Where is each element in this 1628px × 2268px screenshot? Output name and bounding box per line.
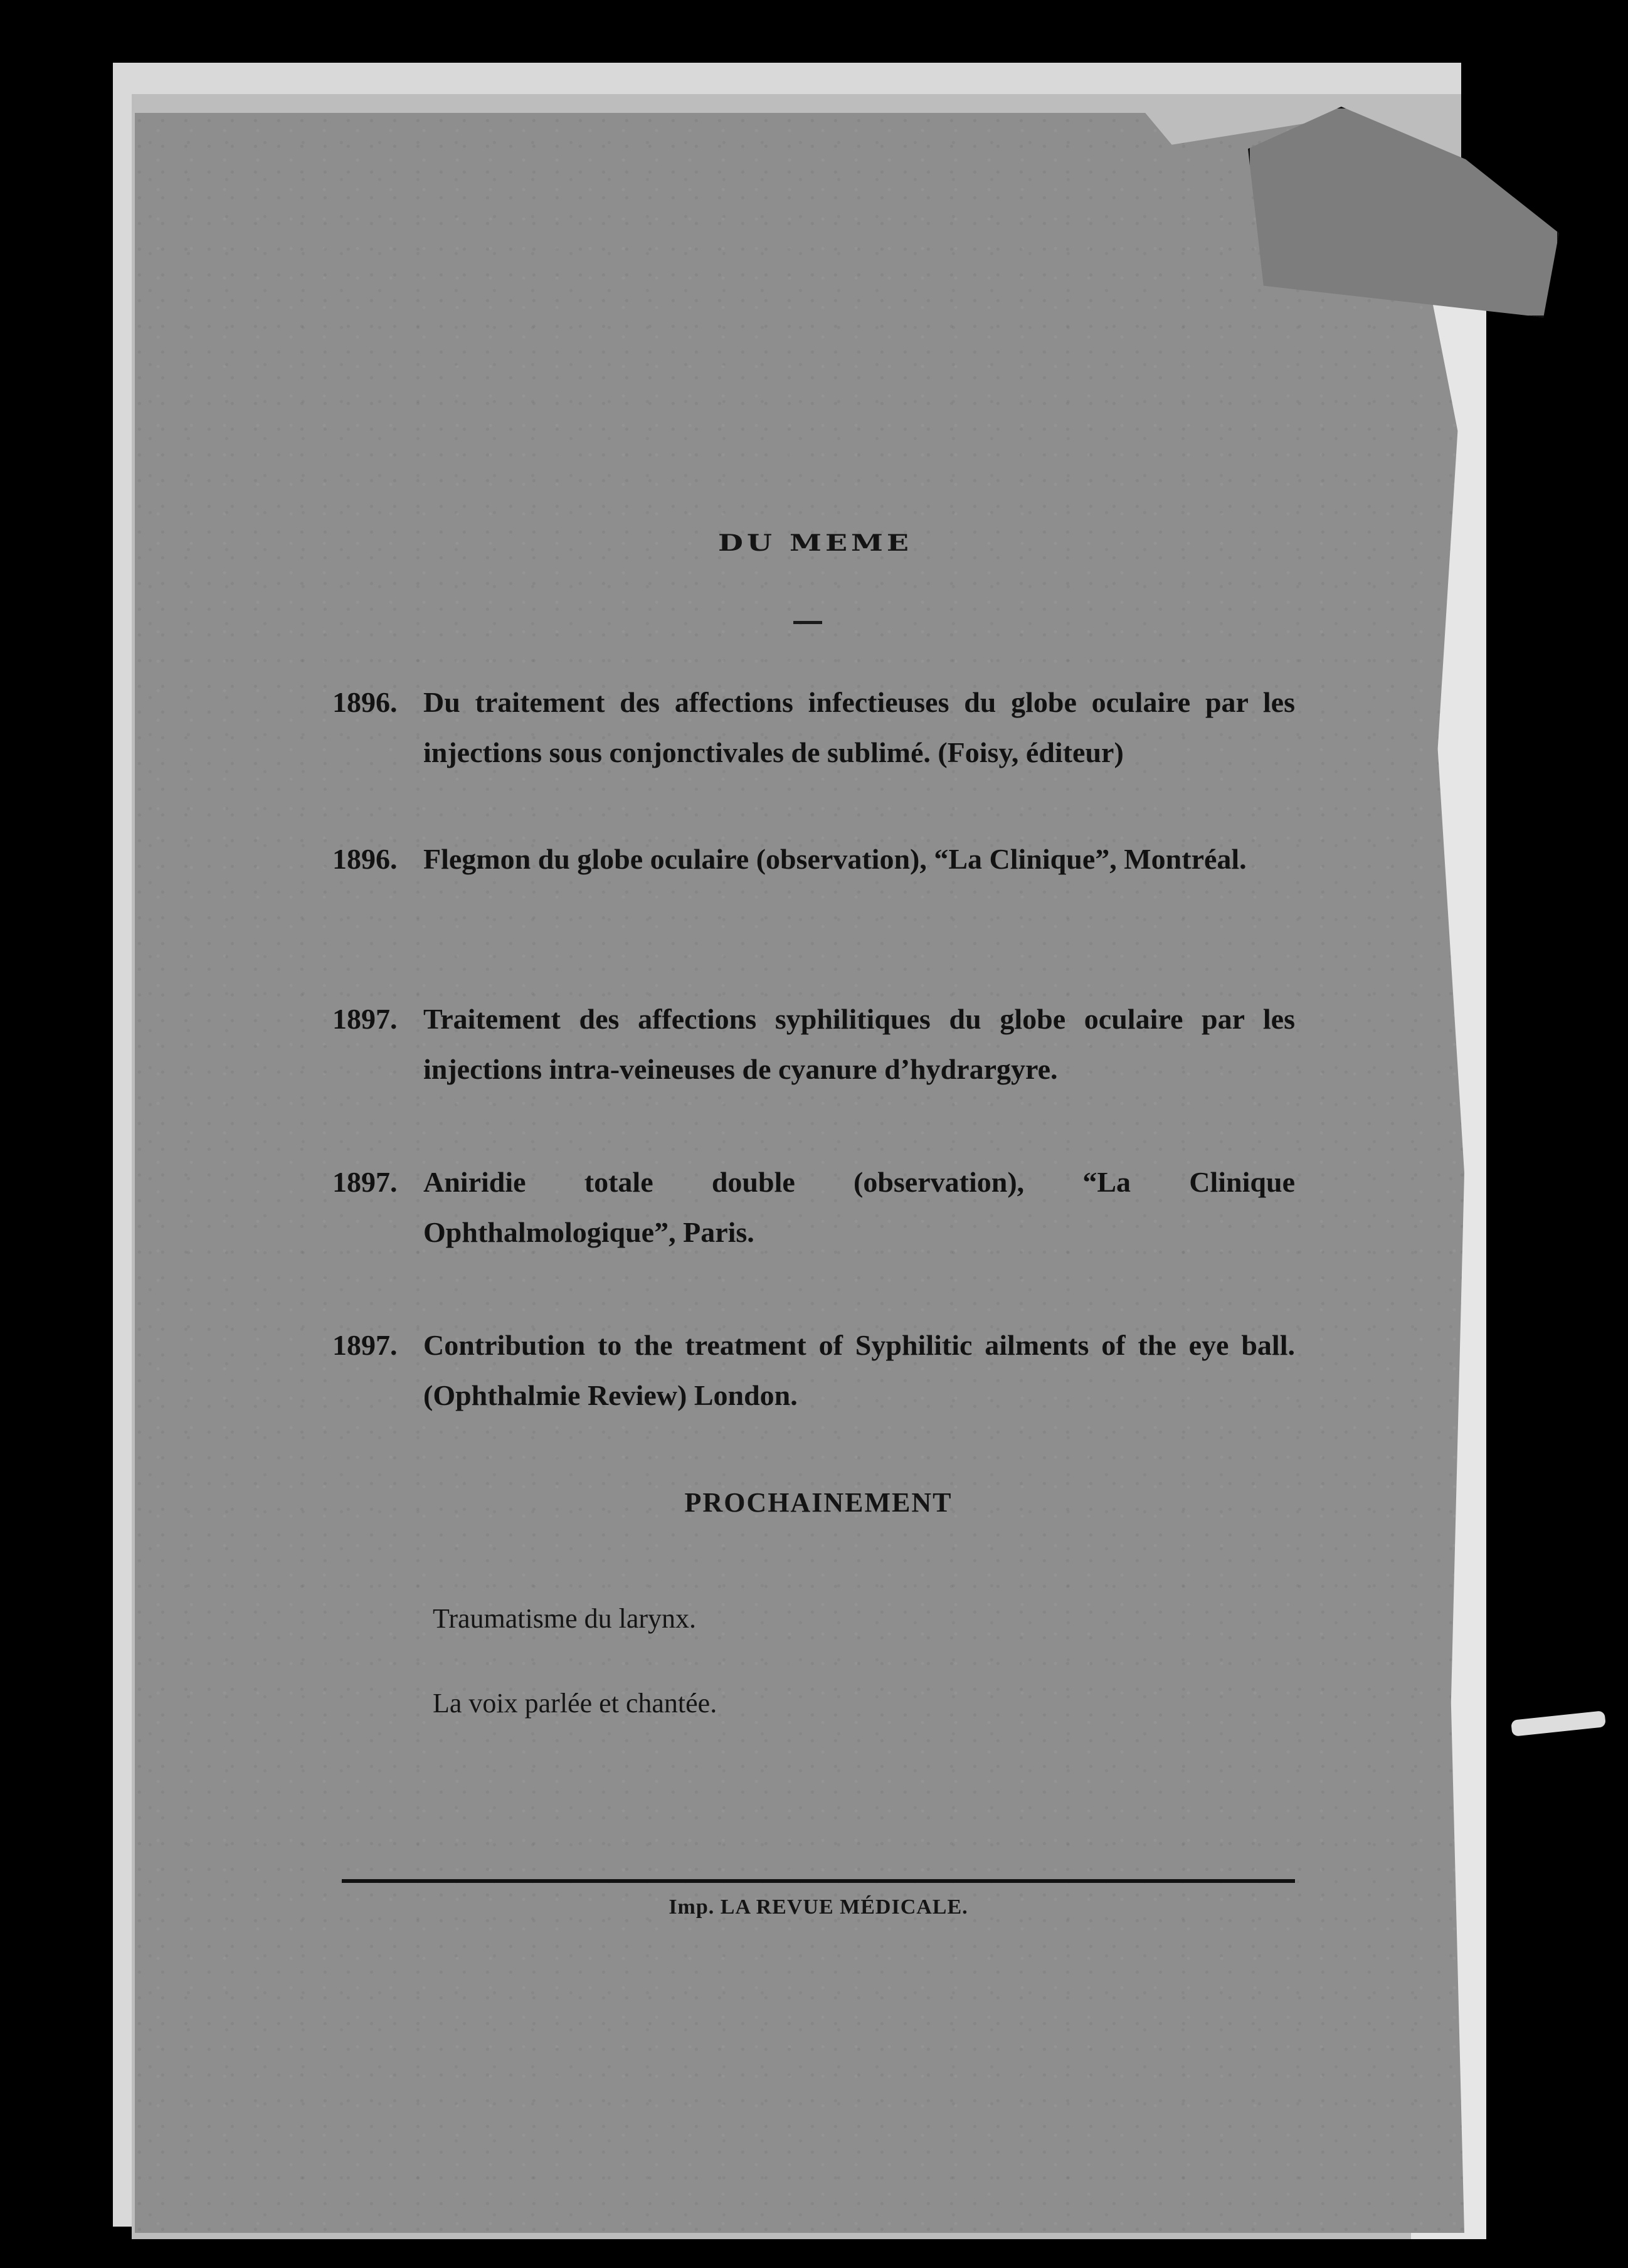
publication-entry bbox=[332, 834, 1295, 884]
printer-imprint: Imp. LA REVUE MÉDICALE. bbox=[669, 1895, 968, 1919]
publication-entry bbox=[332, 1320, 1295, 1421]
publication-entry bbox=[332, 1157, 1295, 1258]
footer-divider bbox=[342, 1879, 1295, 1883]
entry-year: 1896. bbox=[332, 686, 398, 718]
section-heading-upcoming: PROCHAINEMENT bbox=[684, 1487, 953, 1518]
entry-text: Flegmon du globe oculaire (observation), “La Clinique”, Montréal. bbox=[423, 843, 1247, 875]
entry-text: Traitement des affections syphilitiques du globe oculaire par les injections intra-veineuses de cyanure d’hydrargyre. bbox=[423, 1003, 1295, 1085]
upcoming-item: Traumatisme du larynx. bbox=[433, 1603, 696, 1634]
publication-entry bbox=[332, 677, 1295, 778]
entry-year: 1897. bbox=[332, 1329, 398, 1361]
page-heading: DU MEME bbox=[718, 529, 912, 556]
folded-corner bbox=[1248, 107, 1559, 317]
entry-year: 1897. bbox=[332, 1166, 398, 1198]
upcoming-item: La voix parlée et chantée. bbox=[433, 1688, 717, 1719]
entry-year: 1896. bbox=[332, 843, 398, 875]
heading-divider bbox=[793, 621, 822, 624]
entry-text: Du traitement des affections infectieuses du globe oculaire par les injections sous conjonctivales de sublimé. (Foisy, éditeur) bbox=[423, 686, 1295, 768]
entry-year: 1897. bbox=[332, 1003, 398, 1035]
publication-entry bbox=[332, 994, 1295, 1094]
entry-text: Aniridie totale double (observation), “La Clinique Ophthalmologique”, Paris. bbox=[423, 1166, 1295, 1248]
entry-text: Contribution to the treatment of Syphilitic ailments of the eye ball. (Ophthalmie Review) London. bbox=[423, 1329, 1295, 1411]
paper-clip-mark bbox=[1511, 1710, 1606, 1737]
